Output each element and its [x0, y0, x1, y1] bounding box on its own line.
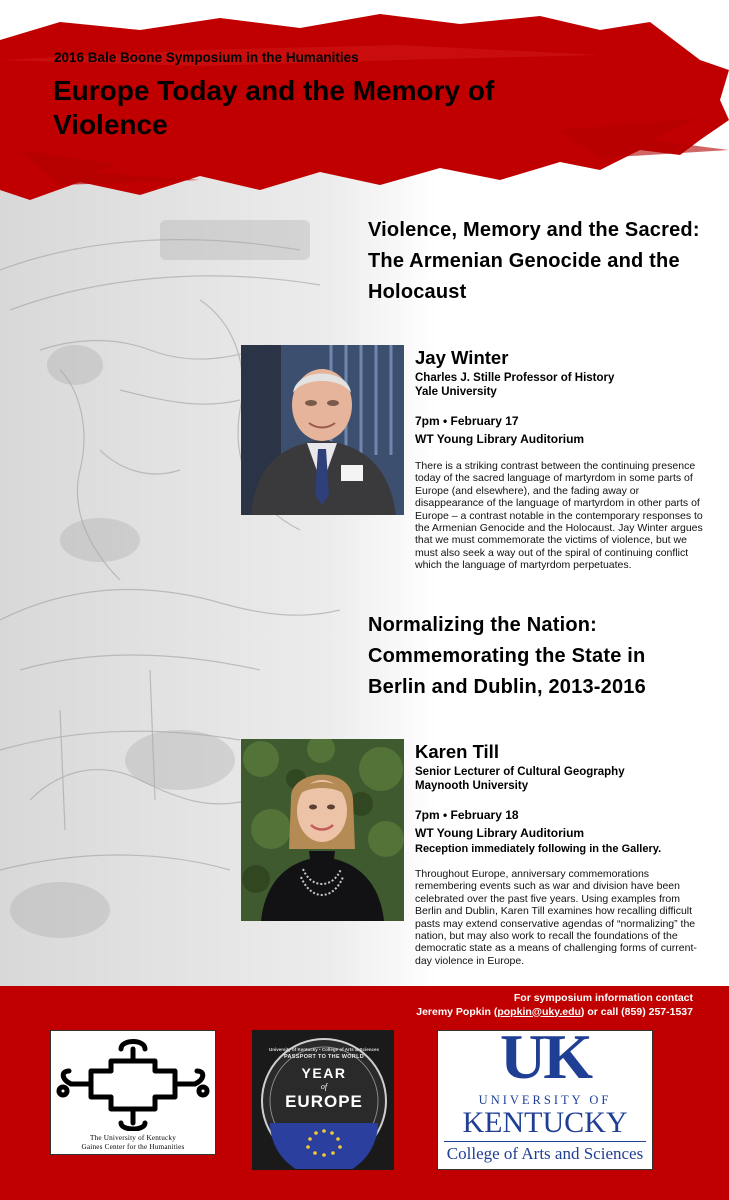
talk-2-description: Throughout Europe, anniversary commemorations remembering events such as war and division have been celebrated over the past five years. Using examples from Berlin and Dublin, Karen Till examines how recalling difficult pasts may extend conservative agendas of “normalizing” the nation, but may also work to recall the foundations of the democratic state as a means of challenging forms of current-day violence in Europe.: [415, 868, 697, 967]
uk-mark: UK: [500, 1030, 590, 1092]
contact-line: Jeremy Popkin (popkin@uky.edu) or call (859) 257-1537: [416, 1005, 693, 1018]
yoe-passport: PASSPORT TO THE WORLD: [283, 1054, 365, 1060]
speaker-2-name: Karen Till: [415, 741, 499, 762]
speaker-2-institution: Maynooth University: [415, 779, 529, 792]
speaker-2-role: [415, 766, 705, 793]
speaker-photo-jay-winter: [241, 345, 404, 515]
contact-heading: For symposium information contact: [513, 992, 693, 1004]
talk-1-description: There is a striking contrast between the continuing presence today of the sacred language of martyrdom in some parts of Europe (and elsewhere), and the fading away or disappearance of the language of martyrdom in other parts of Europe – a contrast notable in the contemporary responses to the Armenian Genocide and the Holocaust. Jay Winter argues that we must commemorate the victims of violence, but we must also seek a way out of the spiral of continuing conflict which the language of martyrdom perpetuates.: [415, 460, 703, 572]
uk-kentucky: KENTUCKY: [462, 1106, 628, 1139]
yoe-europe: EUROPE: [285, 1092, 363, 1111]
talk-2-title: Normalizing the Nation: Commemorating the State in Berlin and Dublin, 2013-2016: [368, 614, 646, 698]
yoe-year: YEAR: [301, 1065, 347, 1081]
talk-2-time: 7pm • February 18: [415, 808, 519, 822]
talk-2-reception-note: Reception immediately following in the Gallery.: [415, 843, 662, 855]
talk-2-venue: WT Young Library Auditorium: [415, 826, 585, 840]
contact-info: [416, 992, 693, 1019]
speaker-1-block: [415, 347, 705, 572]
speaker-2-title: Senior Lecturer of Cultural Geography: [415, 766, 625, 778]
talk-2-when: [415, 806, 705, 842]
uk-college: College of Arts and Sciences: [446, 1144, 644, 1163]
gaines-caption: The University of Kentucky Gaines Center for the Humanities: [81, 1134, 185, 1151]
footer: [0, 986, 729, 1200]
yoe-of: of: [320, 1082, 328, 1091]
speaker-1-title: Charles J. Stille Professor of History: [415, 372, 615, 384]
talk-1-venue: WT Young Library Auditorium: [415, 432, 585, 446]
uk-university-of: UNIVERSITY OF: [478, 1093, 612, 1107]
talk-1-title: Violence, Memory and the Sacred: The Armenian Genocide and the Holocaust: [368, 219, 700, 303]
header-banner: [0, 0, 729, 215]
symposium-subtitle: 2016 Bale Boone Symposium in the Humanities: [54, 50, 359, 65]
contact-email-link[interactable]: popkin@uky.edu: [497, 1005, 581, 1018]
gaines-center-logo: [50, 1030, 216, 1155]
speaker-1-name: Jay Winter: [415, 347, 509, 368]
talk-1-time: 7pm • February 17: [415, 414, 519, 428]
speaker-2-block: [415, 741, 705, 967]
speaker-1-institution: Yale University: [415, 385, 497, 398]
page-title: Europe Today and the Memory of Violence: [53, 75, 495, 140]
year-of-europe-logo: [252, 1030, 394, 1170]
yoe-top-text: University of Kentucky • College of Arts & Sciences: [269, 1047, 379, 1052]
talk-1-when: [415, 412, 705, 448]
uk-logo: [437, 1030, 653, 1170]
gaines-emblem-icon: [51, 1031, 215, 1131]
speaker-1-role: [415, 372, 705, 399]
speaker-photo-karen-till: [241, 739, 404, 921]
